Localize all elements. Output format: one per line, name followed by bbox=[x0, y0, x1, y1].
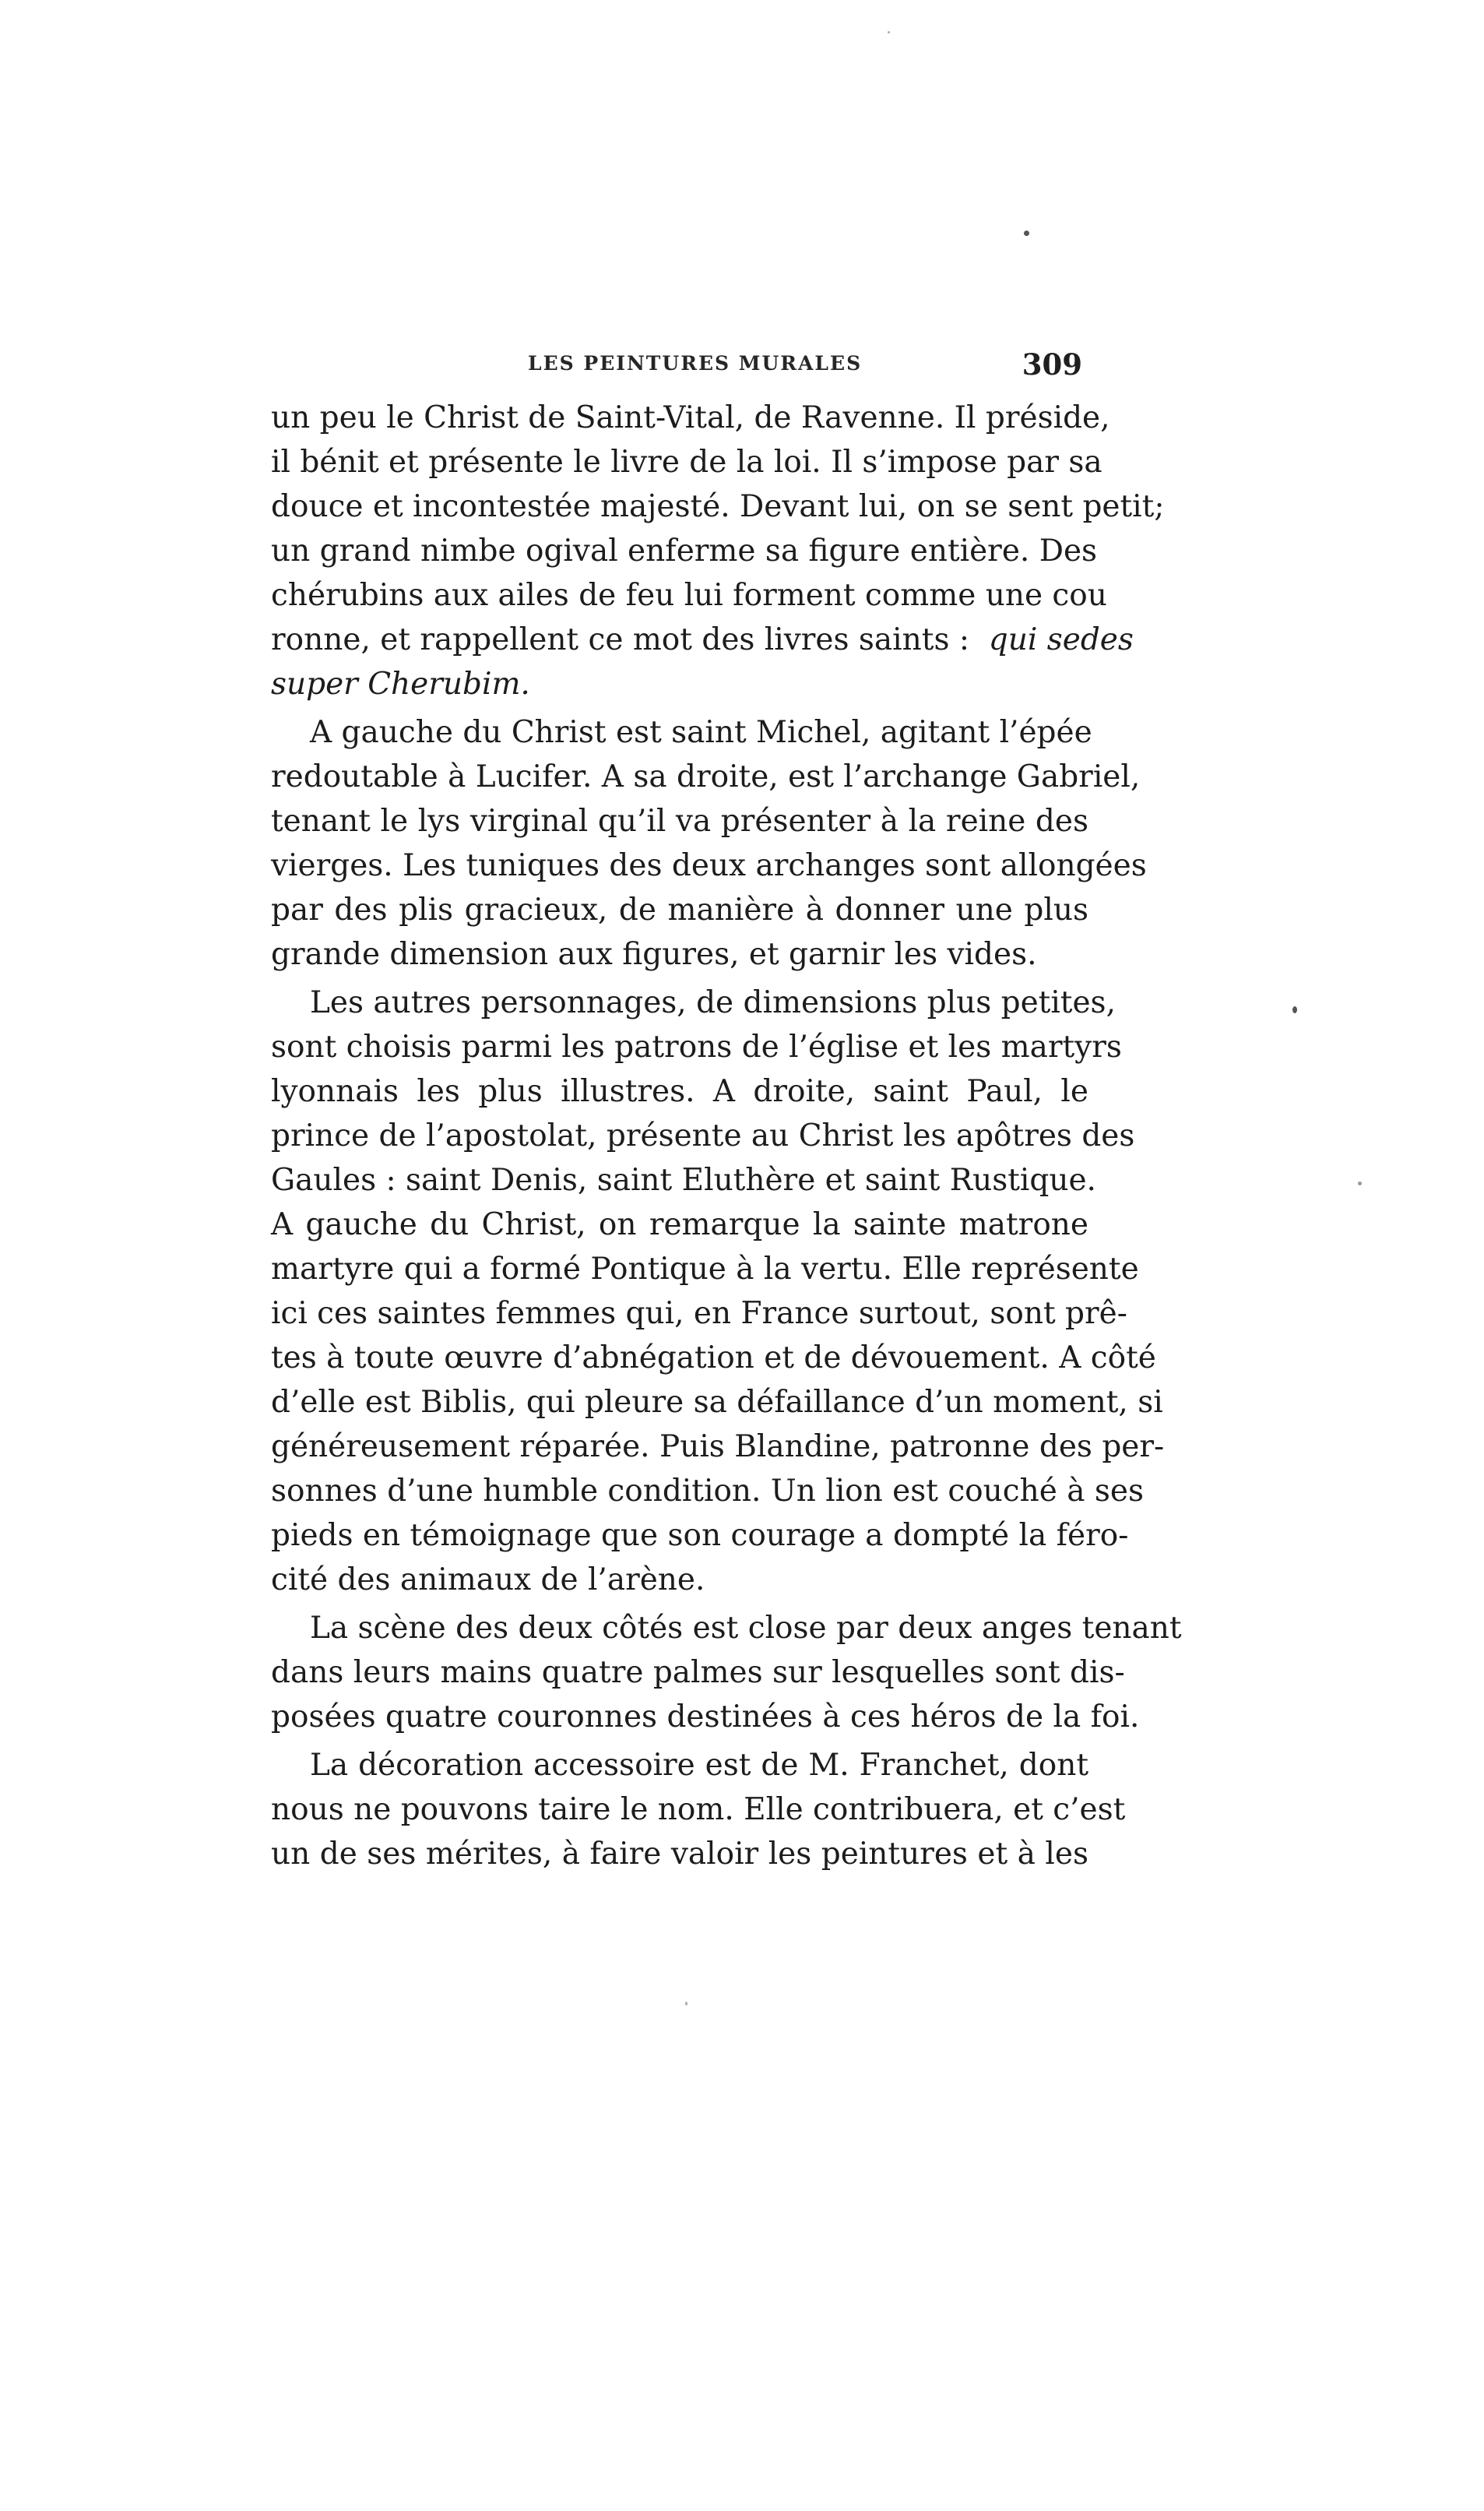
ink-speck bbox=[888, 31, 890, 33]
text-line: par des plis gracieux, de manière à donner une plus bbox=[271, 893, 1088, 928]
text-line: chérubins aux ailes de feu lui forment comme une cou bbox=[271, 578, 1107, 613]
italic-segment: qui sedes bbox=[988, 622, 1134, 657]
text-line: posées quatre couronnes destinées à ces héros de la foi. bbox=[271, 1699, 1140, 1734]
text-line: tenant le lys virginal qu’il va présenter à la reine des bbox=[271, 804, 1088, 839]
text-line: dans leurs mains quatre palmes sur lesquelles sont dis- bbox=[271, 1655, 1125, 1690]
ink-speck bbox=[1358, 1182, 1362, 1185]
page-number: 309 bbox=[1022, 347, 1082, 382]
text-line: un grand nimbe ogival enferme sa figure entière. Des bbox=[271, 534, 1098, 569]
text-line: ici ces saintes femmes qui, en France surtout, sont prê- bbox=[271, 1296, 1127, 1331]
text-line: A gauche du Christ est saint Michel, agitant l’épée bbox=[310, 715, 1092, 750]
text-line: A gauche du Christ, on remarque la sainte matrone bbox=[271, 1207, 1088, 1242]
running-head bbox=[271, 347, 1088, 386]
ink-speck bbox=[685, 2002, 687, 2006]
italic-line: super Cherubim. bbox=[271, 667, 530, 702]
text-line: grande dimension aux figures, et garnir les vides. bbox=[271, 937, 1037, 972]
text-line: lyonnais les plus illustres. A droite, saint Paul, le bbox=[271, 1074, 1088, 1109]
paragraph-4 bbox=[271, 1606, 1182, 1739]
paragraph-1 bbox=[271, 396, 1165, 706]
running-title: LES PEINTURES MURALES bbox=[528, 352, 863, 375]
text-line: sonnes d’une humble condition. Un lion est couché à ses bbox=[271, 1474, 1144, 1509]
text-line: tes à toute œuvre d’abnégation et de dévouement. A côté bbox=[271, 1340, 1156, 1375]
text-line: généreusement réparée. Puis Blandine, patronne des per- bbox=[271, 1429, 1165, 1464]
paragraph-3 bbox=[271, 981, 1165, 1602]
ink-speck bbox=[1292, 1006, 1297, 1013]
text-line-with-italic bbox=[271, 618, 1134, 662]
text-line: prince de l’apostolat, présente au Christ les apôtres des bbox=[271, 1118, 1135, 1153]
paragraph-2 bbox=[271, 710, 1147, 977]
text-line: vierges. Les tuniques des deux archanges sont allongées bbox=[271, 848, 1147, 883]
text-line: La décoration accessoire est de M. Franchet, dont bbox=[310, 1748, 1088, 1783]
text-segment: ronne, et rappellent ce mot des livres saints : bbox=[271, 622, 969, 657]
ink-speck bbox=[1024, 231, 1029, 236]
text-line: cité des animaux de l’arène. bbox=[271, 1562, 705, 1597]
text-line: il bénit et présente le livre de la loi. Il s’impose par sa bbox=[271, 445, 1102, 480]
text-line: pieds en témoignage que son courage a dompté la féro- bbox=[271, 1518, 1129, 1553]
text-line: d’elle est Biblis, qui pleure sa défaillance d’un moment, si bbox=[271, 1385, 1163, 1420]
body-text bbox=[271, 396, 1182, 1880]
text-line: Gaules : saint Denis, saint Eluthère et saint Rustique. bbox=[271, 1163, 1096, 1198]
text-line: martyre qui a formé Pontique à la vertu. Elle représente bbox=[271, 1252, 1139, 1287]
paragraph-5 bbox=[271, 1743, 1126, 1876]
text-line: La scène des deux côtés est close par deux anges tenant bbox=[310, 1611, 1182, 1646]
text-line: redoutable à Lucifer. A sa droite, est l’archange Gabriel, bbox=[271, 759, 1141, 794]
text-line: Les autres personnages, de dimensions plus petites, bbox=[310, 985, 1116, 1020]
text-line: un peu le Christ de Saint-Vital, de Ravenne. Il préside, bbox=[271, 400, 1110, 435]
text-line: nous ne pouvons taire le nom. Elle contribuera, et c’est bbox=[271, 1792, 1126, 1827]
text-line: un de ses mérites, à faire valoir les peintures et à les bbox=[271, 1837, 1088, 1872]
text-line: sont choisis parmi les patrons de l’église et les martyrs bbox=[271, 1030, 1122, 1065]
text-line: douce et incontestée majesté. Devant lui, on se sent petit; bbox=[271, 489, 1165, 524]
